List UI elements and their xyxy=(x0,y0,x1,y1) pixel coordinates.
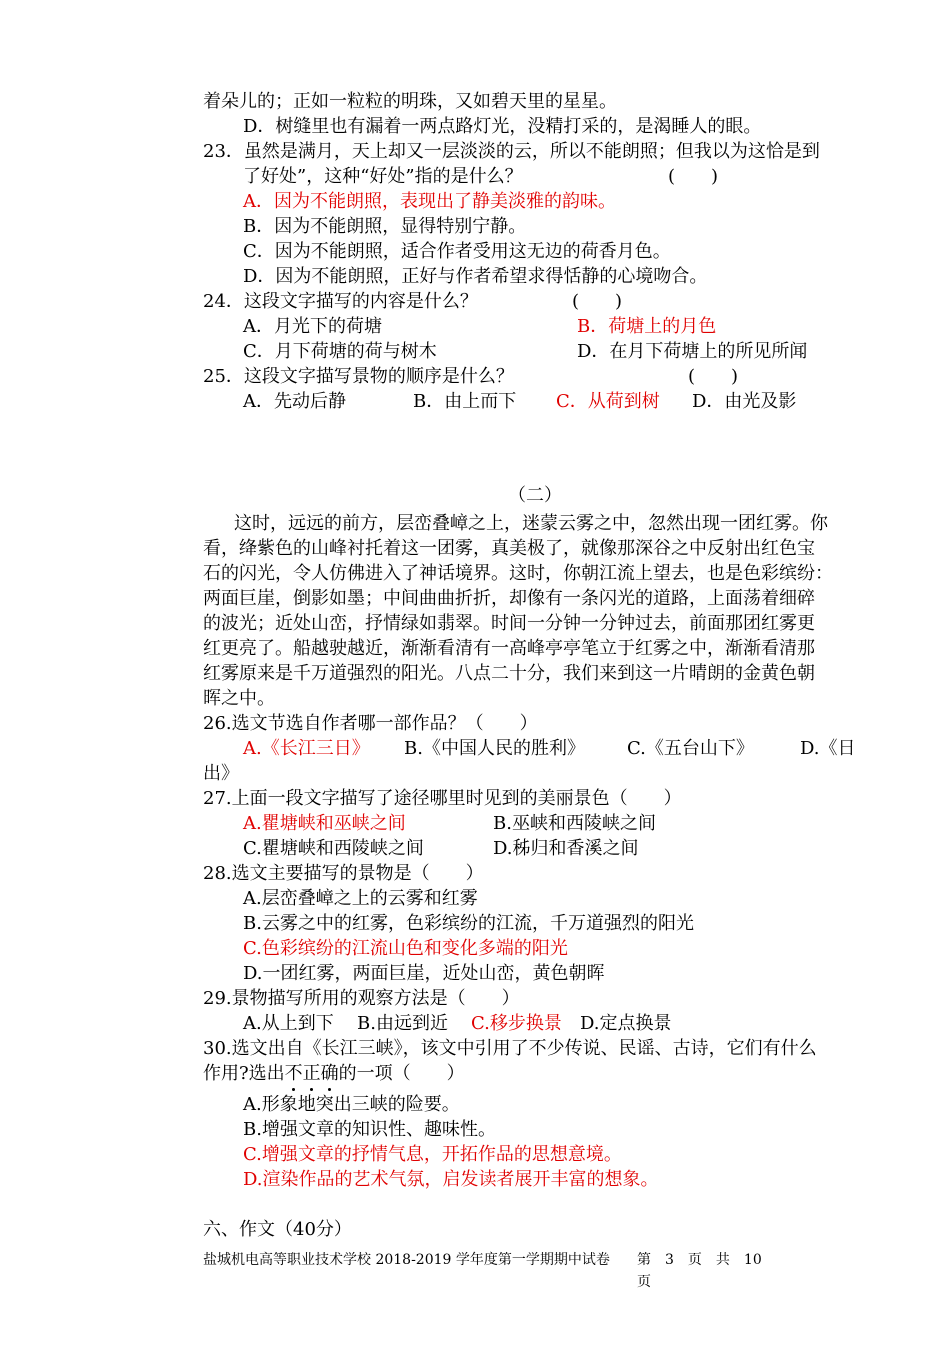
q28-option-c: C.色彩缤纷的江流山色和变化多端的阳光 xyxy=(243,938,568,959)
q27-option-d: D.秭归和香溪之间 xyxy=(493,838,639,859)
q30-stem-line-2 xyxy=(203,1062,465,1086)
q30-emphasis-char-1: 不 xyxy=(284,1063,303,1084)
passage-line-7: 红雾原来是千万道强烈的阳光。八点二十分，我们来到这一片晴朗的金黄色朝 xyxy=(203,663,815,684)
section-6-heading: 六、作文（40分） xyxy=(203,1219,352,1240)
q24-stem: 24．这段文字描写的内容是什么？ xyxy=(203,291,478,312)
q29-option-b: B.由远到近 xyxy=(357,1013,448,1034)
q29-stem: 29.景物描写所用的观察方法是（ ） xyxy=(203,988,520,1009)
q26-option-b: B.《中国人民的胜利》 xyxy=(404,738,585,759)
q25-answer-paren: ( ) xyxy=(688,366,739,387)
q29-option-a: A.从上到下 xyxy=(243,1013,334,1034)
passage-line-5: 的波光；近处山峦，抒情绿如翡翠。时间一分钟一分钟过去，前面那团红雾更 xyxy=(203,613,815,634)
q23-option-c: C．因为不能朗照，适合作者受用这无边的荷香月色。 xyxy=(243,241,671,262)
q30-option-b: B.增强文章的知识性、趣味性。 xyxy=(243,1119,496,1140)
q23-option-a: A．因为不能朗照，表现出了静美淡雅的韵味。 xyxy=(243,191,616,212)
passage-line-8: 晖之中。 xyxy=(203,688,275,709)
q24-option-b: B．荷塘上的月色 xyxy=(577,316,717,337)
q27-option-a: A.瞿塘峡和巫峡之间 xyxy=(243,813,406,834)
q23-stem-line-2: 了好处”，这种“好处”指的是什么？ xyxy=(243,166,523,187)
passage-line-2: 看，绛紫色的山峰衬托着这一团雾，真美极了，就像那深谷之中反射出红色宝 xyxy=(203,538,815,559)
passage-line-3: 石的闪光，令人仿佛进入了神话境界。这时，你朝江流上望去，也是色彩缤纷： xyxy=(203,563,833,584)
q28-option-a: A.层峦叠嶂之上的云雾和红雾 xyxy=(243,888,478,909)
footer-page-number: 第 3 页 共 10 xyxy=(637,1252,762,1268)
q25-option-c: C．从荷到树 xyxy=(556,391,660,412)
q26-option-c: C.《五台山下》 xyxy=(627,738,754,759)
intro-option-d: D．树缝里也有漏着一两点路灯光，没精打采的，是渴睡人的眼。 xyxy=(243,116,762,137)
q25-option-b: B．由上而下 xyxy=(413,391,517,412)
q28-option-d: D.一团红雾，两面巨崖，近处山峦，黄色朝晖 xyxy=(243,963,605,984)
footer-school: 盐城机电高等职业技术学校 2018-2019 学年度第一学期期中试卷 xyxy=(203,1252,610,1268)
q28-stem: 28.选文主要描写的景物是（ ） xyxy=(203,863,484,884)
q30-stem-suffix: 的一项（ ） xyxy=(338,1063,465,1084)
q24-option-c: C．月下荷塘的荷与树木 xyxy=(243,341,437,362)
q27-stem: 27.上面一段文字描写了途径哪里时见到的美丽景色（ ） xyxy=(203,788,682,809)
passage-line-4: 两面巨崖，倒影如墨；中间曲曲折折，却像有一条闪光的道路，上面荡着细碎 xyxy=(203,588,815,609)
footer-page-suffix: 页 xyxy=(637,1274,651,1290)
q28-option-b: B.云雾之中的红雾，色彩缤纷的江流，千万道强烈的阳光 xyxy=(243,913,694,934)
q30-stem-prefix: 作用?选出 xyxy=(203,1063,285,1084)
q27-option-c: C.瞿塘峡和西陵峡之间 xyxy=(243,838,424,859)
q29-option-d: D.定点换景 xyxy=(580,1013,672,1034)
q30-option-c: C.增强文章的抒情气息，开拓作品的思想意境。 xyxy=(243,1144,622,1165)
q30-option-a: A.形象地突出三峡的险要。 xyxy=(243,1094,460,1115)
q26-option-d: D.《日 xyxy=(800,738,856,759)
q30-emphasis-char-2: 正 xyxy=(302,1063,321,1084)
intro-line-1: 着朵儿的；正如一粒粒的明珠，又如碧天里的星星。 xyxy=(203,91,617,112)
q26-option-a: A.《长江三日》 xyxy=(243,738,370,759)
q30-emphasis-char-3: 确 xyxy=(320,1063,339,1084)
q23-option-d: D．因为不能朗照，正好与作者希望求得恬静的心境吻合。 xyxy=(243,266,708,287)
q25-stem: 25．这段文字描写景物的顺序是什么？ xyxy=(203,366,514,387)
q23-stem-line-1: 23．虽然是满月，天上却又一层淡淡的云，所以不能朗照；但我以为这恰是到 xyxy=(203,141,820,162)
q23-answer-paren: ( ) xyxy=(668,166,719,187)
q23-option-b: B．因为不能朗照，显得特别宁静。 xyxy=(243,216,527,237)
q24-option-a: A．月光下的荷塘 xyxy=(243,316,382,337)
q25-option-d: D．由光及影 xyxy=(692,391,797,412)
q24-answer-paren: ( ) xyxy=(572,291,623,312)
section-2-heading: （二） xyxy=(508,485,562,506)
q30-option-d: D.渲染作品的艺术气氛，启发读者展开丰富的想象。 xyxy=(243,1169,659,1190)
q29-option-c: C.移步换景 xyxy=(471,1013,562,1034)
q24-option-d: D．在月下荷塘上的所见所闻 xyxy=(577,341,808,362)
q30-stem-line-1: 30.选文出自《长江三峡》，该文中引用了不少传说、民谣、古诗，它们有什么 xyxy=(203,1038,817,1059)
q27-option-b: B.巫峡和西陵峡之间 xyxy=(493,813,656,834)
passage-line-6: 红更亮了。船越驶越近，渐渐看清有一高峰亭亭笔立于红雾之中，渐渐看清那 xyxy=(203,638,815,659)
q26-stem: 26.选文节选自作者哪一部作品？（ ） xyxy=(203,713,538,734)
q25-option-a: A．先动后静 xyxy=(243,391,346,412)
q26-option-d-continued: 出》 xyxy=(203,763,239,784)
passage-line-1: 这时，远远的前方，层峦叠嶂之上，迷蒙云雾之中，忽然出现一团红雾。你 xyxy=(234,513,828,534)
